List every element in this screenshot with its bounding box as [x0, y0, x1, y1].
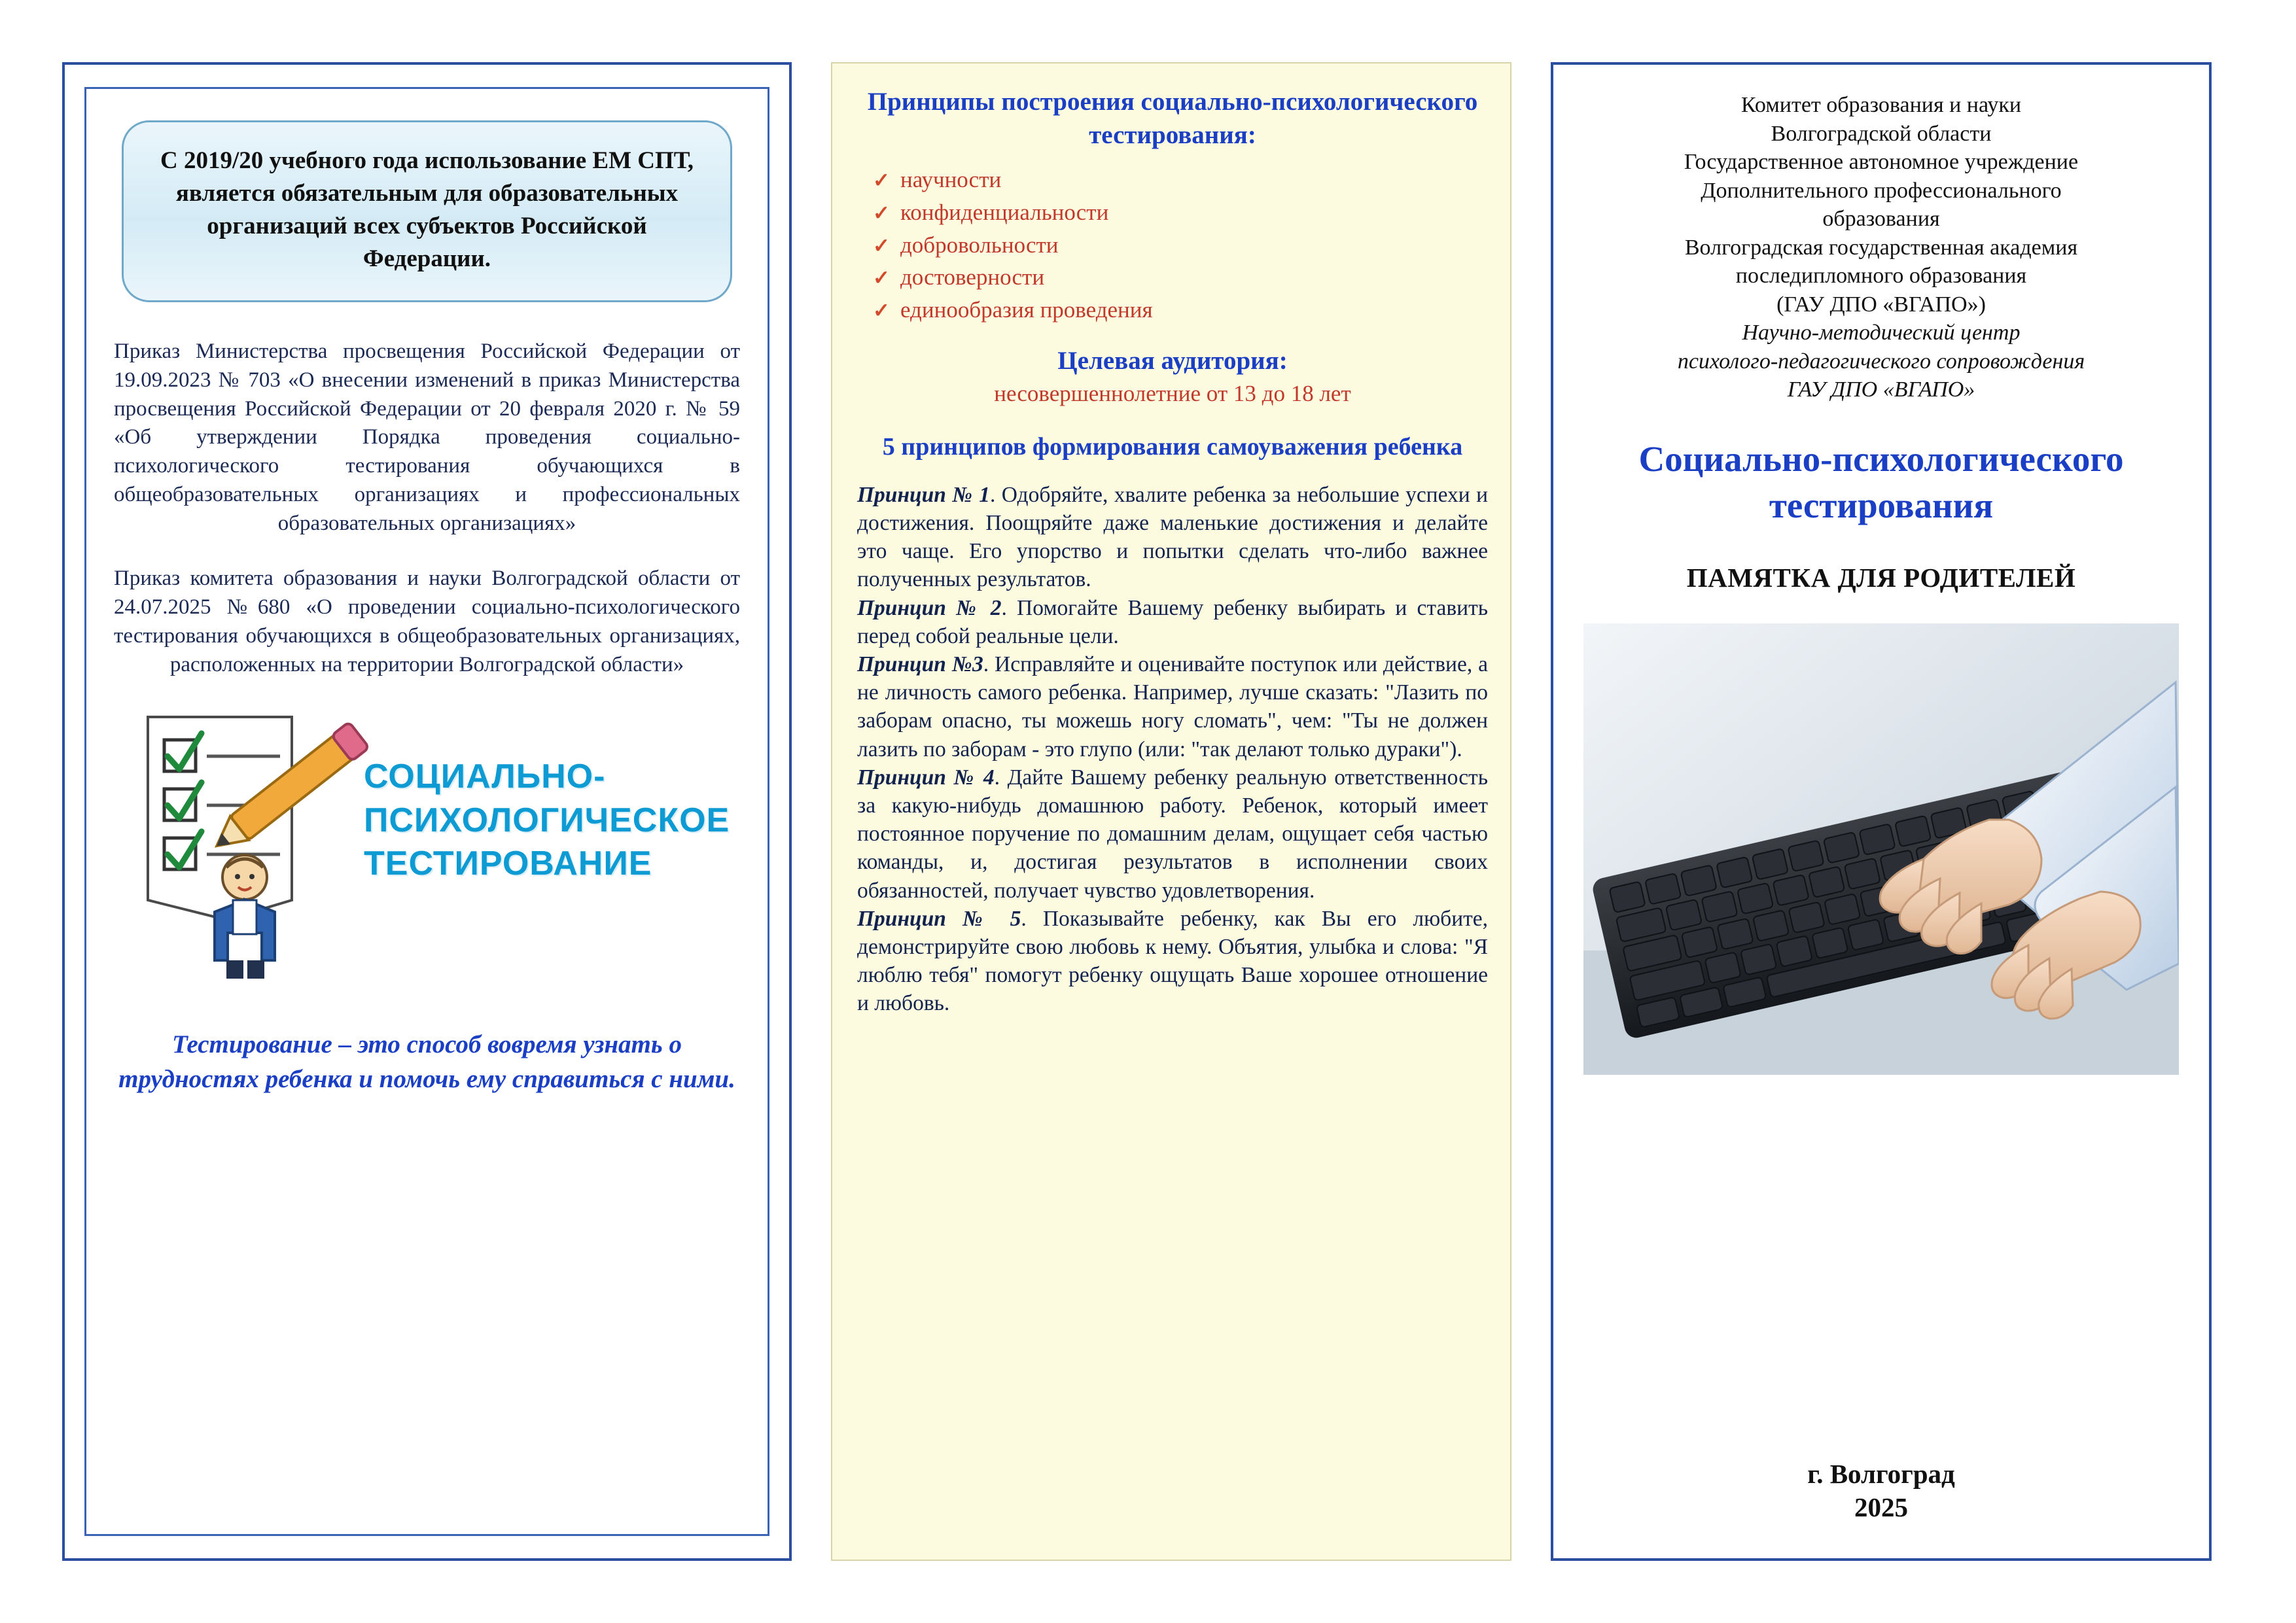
principle-item-1: [857, 481, 1488, 594]
keyboard-hands-photo: [1583, 623, 2179, 1075]
panel-right: [1551, 62, 2212, 1561]
clipart-text: [364, 755, 730, 886]
clipart-line-2: ПСИХОЛОГИЧЕСКОЕ: [364, 801, 730, 839]
check-icon: ✓: [873, 169, 890, 192]
publication-place: [1807, 1457, 1955, 1539]
org-italic-line-2: психолого-педагогического сопровождения: [1677, 349, 2085, 374]
clipart-line-1: СОЦИАЛЬНО-: [364, 758, 606, 796]
clipart-line-3: ТЕСТИРОВАНИЕ: [364, 845, 652, 883]
callout-box: С 2019/20 учебного года использование ЕМ СПТ, является обязательным для образовательных организаций всех субъектов Российской Федерации.: [122, 120, 732, 302]
org-line-4: Дополнительного профессионального: [1701, 178, 2062, 203]
principle-item-4-text: . Дайте Вашему ребенку реальную ответственность за какую-нибудь домашнюю работу. Ребенок, который имеет постоянное поручение по домашним делам, ощущает себя частью команды, и, достигая результатов в исполнении своих обязанностей, получает чувство удовлетворения.: [857, 765, 1488, 903]
panel-left: [62, 62, 792, 1561]
check-icon: ✓: [873, 299, 890, 323]
principle-item-5-text: . Показывайте ребенку, как Вы его любите, демонстрируйте свою любовь к нему. Объятия, улыбка и слова: "Я люблю тебя" помогут ребенку ощущать Ваше хорошее отношение и любовь.: [857, 906, 1488, 1016]
five-principles-heading: 5 принципов формирования самоуважения ребенка: [882, 432, 1463, 461]
city-name: г. Волгоград: [1807, 1458, 1955, 1489]
principle-item-3: [857, 650, 1488, 763]
org-line-1: Комитет образования и науки: [1740, 93, 2022, 117]
slogan-text: Тестирование – это способ вовремя узнать о трудностях ребенка и помочь ему справиться с ними.: [118, 1030, 735, 1094]
list-item: [873, 229, 1488, 262]
org-italic-line-3: ГАУ ДПО «ВГАПО»: [1787, 377, 1975, 402]
principle-item-2-text: . Помогайте Вашему ребенку выбирать и ставить перед собой реальные цели.: [857, 595, 1488, 648]
org-line-8: (ГАУ ДПО «ВГАПО»): [1776, 292, 1986, 317]
decree-regional: Приказ комитета образования и науки Волгоградской области от 24.07.2025 №680 «О проведении социально-психологического тестирования обучающихся в общеобразовательных организациях, расположенных на территории Волгоградской области»: [114, 566, 740, 676]
checklist-pencil-person-icon: [128, 704, 390, 985]
audience-text: несовершеннолетние от 13 до 18 лет: [994, 380, 1351, 406]
org-line-2: Волгоградской области: [1771, 121, 1992, 146]
org-line-6: Волгоградская государственная академия: [1684, 235, 2078, 260]
principle-item-1-label: Принцип № 1: [857, 482, 991, 507]
principles-list: [857, 164, 1488, 326]
list-item: [873, 196, 1488, 229]
org-line-3: Государственное автономное учреждение: [1684, 150, 2079, 175]
page-title: Социально-психологического тестирования: [1638, 438, 2124, 526]
org-line-5: образования: [1822, 207, 1940, 232]
check-icon: ✓: [873, 266, 890, 290]
principle-label: единообразия проведения: [900, 297, 1153, 323]
principle-item-3-label: Принцип №3: [857, 652, 983, 676]
org-italic-line-1: Научно-методический центр: [1742, 321, 2021, 345]
principle-item-1-text: . Одобряйте, хвалите ребенка за небольшие успехи и достижения. Поощряйте даже маленькие достижения и делайте это чаще. Его упорство и попытки сделать что-либо важнее полученных результатов.: [857, 482, 1489, 592]
principle-item-3-text: . Исправляйте и оценивайте поступок или действие, а не личность самого ребенка. Например, лучше сказать: "Лазить по заборам опасно, ты можешь ногу сломать", чем: "Ты не должен лазить по заборам - это глупо (или: "так делают только дураки").: [857, 652, 1488, 761]
principle-label: конфиденциальности: [900, 200, 1109, 226]
principle-label: добровольности: [900, 232, 1059, 258]
list-item: [873, 294, 1488, 326]
audience-heading: Целевая аудитория:: [1057, 346, 1288, 375]
principle-item-4-label: Принцип № 4: [857, 765, 995, 790]
principle-label: достоверности: [900, 264, 1045, 290]
principle-item-2: [857, 594, 1488, 650]
panel-left-inner-frame: [84, 87, 769, 1536]
principles-heading: Принципы построения социально-психологического тестирования:: [867, 88, 1478, 149]
person-figure: [215, 855, 275, 979]
list-item: [873, 261, 1488, 294]
keyboard-photo-illustration: [1583, 623, 2179, 1075]
panel-middle: [831, 62, 1511, 1561]
publication-year: 2025: [1854, 1492, 1908, 1522]
clipart-illustration: [102, 704, 752, 992]
principle-item-4: [857, 763, 1488, 905]
list-item: [873, 164, 1488, 196]
principle-label: научности: [900, 167, 1002, 193]
memo-subtitle: ПАМЯТКА ДЛЯ РОДИТЕЛЕЙ: [1686, 562, 2076, 593]
principle-item-5-label: Принцип № 5: [857, 906, 1021, 931]
check-icon: ✓: [873, 201, 890, 225]
decree-federal: Приказ Министерства просвещения Российской Федерации от 19.09.2023 № 703 «О внесении изменений в приказ Министерства просвещения Российской Федерации от 20 февраля 2020 г. № 59 «Об утверждении Порядка проведения социально-психологического тестирования обучающихся в общеобразовательных организациях и профессиональных образовательных организациях»: [114, 339, 740, 535]
principle-item-5: [857, 905, 1488, 1018]
org-line-7: последипломного образования: [1735, 264, 2027, 288]
check-icon: ✓: [873, 234, 890, 257]
organization-block: [1678, 91, 2085, 404]
principle-item-2-label: Принцип № 2: [857, 595, 1002, 620]
